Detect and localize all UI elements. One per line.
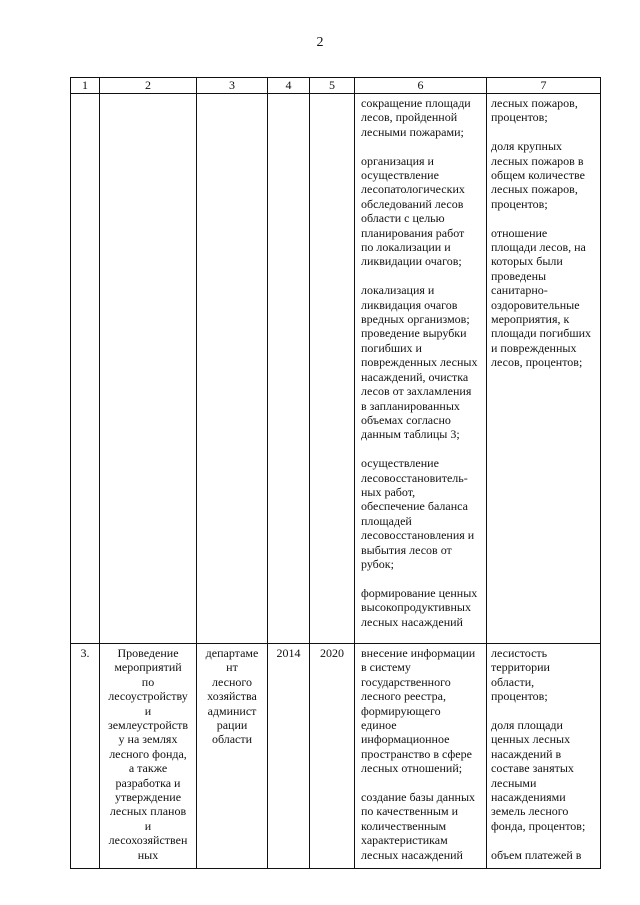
table-row: [71, 94, 601, 644]
result-paragraph: осуществление лесовосстановитель- ных работ, обеспечение баланса площадей лесовосстановления и выбытия лесов от рубок;: [361, 456, 475, 571]
cell-number: [71, 94, 100, 644]
cell-results: [355, 644, 487, 869]
table-header-row: [71, 78, 601, 94]
cell-indicators: [487, 644, 601, 869]
cell-executor: [197, 94, 268, 644]
result-paragraph: организация и осуществление лесопатологических обследований лесов области с целью планирования работ по локализации и ликвидации очагов;: [361, 153, 465, 269]
cell-start-year: 2014: [268, 644, 310, 869]
result-paragraph: сокращение площади лесов, пройденной лесными пожарами;: [361, 96, 471, 139]
cell-start-year: [268, 94, 310, 644]
result-paragraph: внесение информации в систему государственного лесного реестра, формирующего единое информационное пространство в сфере лесных отношений;: [361, 646, 476, 776]
table-row: [71, 644, 601, 869]
result-paragraph: создание базы данных по качественным и количественным характеристикам лесных насаждений: [361, 790, 476, 862]
header-cell: 7: [487, 78, 601, 94]
cell-activity: [100, 94, 197, 644]
result-paragraph: локализация и ликвидация очагов вредных организмов; проведение вырубки погибших и поврежденных лесных насаждений, очистка лесов от захламления в запланированных объемах согласно данным таблицы 3;: [361, 283, 478, 442]
indicator-paragraph: лесистость территории области, процентов;: [491, 646, 550, 704]
header-cell: 6: [355, 78, 487, 94]
header-cell: 1: [71, 78, 100, 94]
indicator-paragraph: доля крупных лесных пожаров в общем количестве лесных пожаров, процентов;: [491, 139, 585, 211]
indicator-paragraph: отношение площади лесов, на которых были проведены санитарно- оздоровительные мероприятия, к площади погибших и поврежденных лесов, процентов;: [491, 225, 592, 370]
cell-activity: Проведение мероприятий по лесоустройству и землеустройств у на землях лесного фонда, а также разработка и утверждение лесных планов и лесохозяйствен ных: [100, 644, 197, 869]
indicator-paragraph: лесных пожаров, процентов;: [491, 96, 578, 125]
cell-end-year: 2020: [310, 644, 355, 869]
page-number: 2: [316, 35, 324, 50]
indicator-paragraph: доля площади ценных лесных насаждений в составе занятых лесными насаждениями земель лесного фонда, процентов;: [491, 718, 586, 833]
program-table: [70, 77, 601, 869]
cell-end-year: [310, 94, 355, 644]
cell-number: 3.: [71, 644, 100, 869]
indicator-paragraph: объем платежей в: [491, 847, 582, 862]
cell-executor: департаме нт лесного хозяйства админист рации области: [197, 644, 268, 869]
header-cell: 2: [100, 78, 197, 94]
cell-indicators: [487, 94, 601, 644]
cell-results: [355, 94, 487, 644]
header-cell: 5: [310, 78, 355, 94]
header-cell: 4: [268, 78, 310, 94]
header-cell: 3: [197, 78, 268, 94]
result-paragraph: формирование ценных высокопродуктивных лесных насаждений: [361, 585, 478, 629]
